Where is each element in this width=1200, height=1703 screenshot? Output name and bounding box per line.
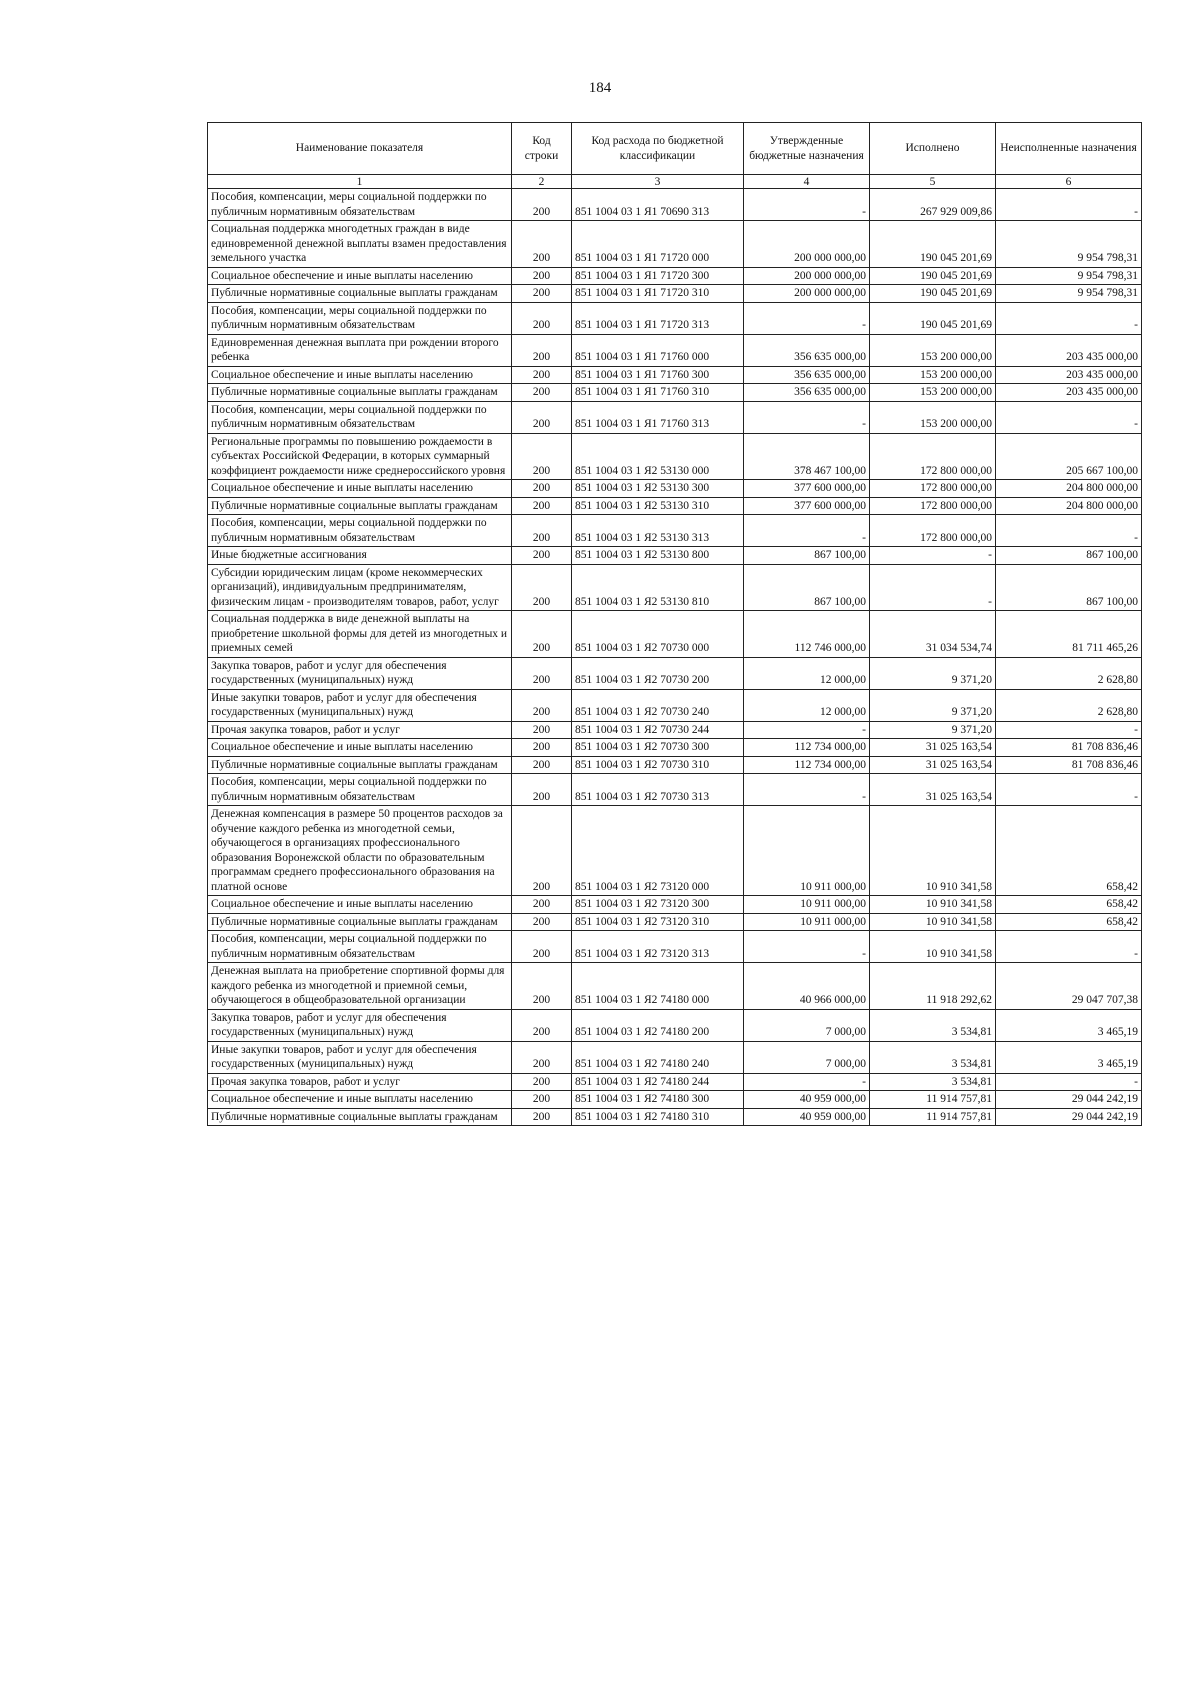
table-row — [208, 721, 1142, 739]
row-name: Закупка товаров, работ и услуг для обеспечения государственных (муниципальных) нужд — [208, 1009, 512, 1041]
header-name: Наименование показателя — [208, 123, 512, 175]
row-name: Денежная выплата на приобретение спортивной формы для каждого ребенка из многодетной и приемной семьи, обучающегося в общеобразовательной организации — [208, 963, 512, 1010]
approved-amount: 356 635 000,00 — [744, 334, 870, 366]
unexecuted-amount: 658,42 — [996, 913, 1142, 931]
executed-amount: 267 929 009,86 — [870, 189, 996, 221]
budget-code: 851 1004 03 1 Я1 71720 300 — [572, 267, 744, 285]
budget-code: 851 1004 03 1 Я1 71760 310 — [572, 384, 744, 402]
unexecuted-amount: 81 708 836,46 — [996, 756, 1142, 774]
row-code: 200 — [512, 1073, 572, 1091]
row-name: Социальное обеспечение и иные выплаты населению — [208, 366, 512, 384]
row-code: 200 — [512, 896, 572, 914]
approved-amount: 7 000,00 — [744, 1009, 870, 1041]
header-row — [208, 123, 1142, 175]
approved-amount: 40 959 000,00 — [744, 1108, 870, 1126]
executed-amount: 10 910 341,58 — [870, 806, 996, 896]
column-number: 2 — [512, 175, 572, 189]
approved-amount: 200 000 000,00 — [744, 267, 870, 285]
unexecuted-amount: 81 711 465,26 — [996, 611, 1142, 658]
executed-amount: - — [870, 564, 996, 611]
executed-amount: 172 800 000,00 — [870, 515, 996, 547]
row-code: 200 — [512, 689, 572, 721]
row-code: 200 — [512, 564, 572, 611]
unexecuted-amount: 203 435 000,00 — [996, 334, 1142, 366]
table-row — [208, 774, 1142, 806]
budget-code: 851 1004 03 1 Я2 74180 310 — [572, 1108, 744, 1126]
unexecuted-amount: 81 708 836,46 — [996, 739, 1142, 757]
unexecuted-amount: - — [996, 189, 1142, 221]
approved-amount: 112 734 000,00 — [744, 739, 870, 757]
column-number: 5 — [870, 175, 996, 189]
table-row — [208, 267, 1142, 285]
budget-code: 851 1004 03 1 Я2 73120 000 — [572, 806, 744, 896]
table-row — [208, 564, 1142, 611]
executed-amount: 172 800 000,00 — [870, 480, 996, 498]
row-code: 200 — [512, 189, 572, 221]
row-code: 200 — [512, 1009, 572, 1041]
approved-amount: - — [744, 721, 870, 739]
table-row — [208, 384, 1142, 402]
approved-amount: - — [744, 774, 870, 806]
unexecuted-amount: 203 435 000,00 — [996, 366, 1142, 384]
table-row — [208, 739, 1142, 757]
column-number-row — [208, 175, 1142, 189]
row-code: 200 — [512, 267, 572, 285]
table-row — [208, 689, 1142, 721]
approved-amount: 377 600 000,00 — [744, 497, 870, 515]
row-name: Социальная поддержка многодетных граждан в виде единовременной денежной выплаты взамен предоставления земельного участка — [208, 221, 512, 268]
row-name: Социальное обеспечение и иные выплаты населению — [208, 267, 512, 285]
unexecuted-amount: - — [996, 931, 1142, 963]
row-name: Публичные нормативные социальные выплаты гражданам — [208, 1108, 512, 1126]
header-approved: Утвержденные бюджетные назначения — [744, 123, 870, 175]
approved-amount: 377 600 000,00 — [744, 480, 870, 498]
unexecuted-amount: 2 628,80 — [996, 689, 1142, 721]
table-row — [208, 433, 1142, 480]
row-name: Пособия, компенсации, меры социальной поддержки по публичным нормативным обязательствам — [208, 774, 512, 806]
unexecuted-amount: 3 465,19 — [996, 1041, 1142, 1073]
table-row — [208, 480, 1142, 498]
budget-code: 851 1004 03 1 Я2 53130 810 — [572, 564, 744, 611]
unexecuted-amount: 658,42 — [996, 806, 1142, 896]
budget-code: 851 1004 03 1 Я2 70730 200 — [572, 657, 744, 689]
budget-code: 851 1004 03 1 Я2 70730 310 — [572, 756, 744, 774]
budget-code: 851 1004 03 1 Я1 71760 000 — [572, 334, 744, 366]
executed-amount: 190 045 201,69 — [870, 285, 996, 303]
unexecuted-amount: - — [996, 774, 1142, 806]
row-code: 200 — [512, 1091, 572, 1109]
budget-code: 851 1004 03 1 Я2 53130 800 — [572, 547, 744, 565]
table-row — [208, 401, 1142, 433]
row-name: Иные закупки товаров, работ и услуг для обеспечения государственных (муниципальных) нужд — [208, 1041, 512, 1073]
approved-amount: 867 100,00 — [744, 547, 870, 565]
budget-code: 851 1004 03 1 Я2 53130 310 — [572, 497, 744, 515]
unexecuted-amount: 205 667 100,00 — [996, 433, 1142, 480]
budget-code: 851 1004 03 1 Я2 53130 300 — [572, 480, 744, 498]
unexecuted-amount: - — [996, 401, 1142, 433]
executed-amount: 9 371,20 — [870, 657, 996, 689]
table-row — [208, 1041, 1142, 1073]
approved-amount: - — [744, 515, 870, 547]
unexecuted-amount: 9 954 798,31 — [996, 221, 1142, 268]
unexecuted-amount: 204 800 000,00 — [996, 480, 1142, 498]
executed-amount: 11 914 757,81 — [870, 1091, 996, 1109]
budget-code: 851 1004 03 1 Я2 70730 244 — [572, 721, 744, 739]
table-row — [208, 285, 1142, 303]
row-code: 200 — [512, 774, 572, 806]
row-name: Пособия, компенсации, меры социальной поддержки по публичным нормативным обязательствам — [208, 401, 512, 433]
approved-amount: 200 000 000,00 — [744, 285, 870, 303]
approved-amount: 356 635 000,00 — [744, 366, 870, 384]
row-name: Прочая закупка товаров, работ и услуг — [208, 721, 512, 739]
row-name: Региональные программы по повышению рождаемости в субъектах Российской Федерации, в которых суммарный коэффициент рождаемости ниже среднероссийского уровня — [208, 433, 512, 480]
table-row — [208, 334, 1142, 366]
unexecuted-amount: 29 044 242,19 — [996, 1108, 1142, 1126]
table-row — [208, 302, 1142, 334]
table-row — [208, 1108, 1142, 1126]
budget-code: 851 1004 03 1 Я2 74180 000 — [572, 963, 744, 1010]
budget-code: 851 1004 03 1 Я2 70730 300 — [572, 739, 744, 757]
budget-code: 851 1004 03 1 Я2 74180 300 — [572, 1091, 744, 1109]
budget-code: 851 1004 03 1 Я2 73120 300 — [572, 896, 744, 914]
row-code: 200 — [512, 913, 572, 931]
row-code: 200 — [512, 657, 572, 689]
row-code: 200 — [512, 334, 572, 366]
row-name: Публичные нормативные социальные выплаты гражданам — [208, 756, 512, 774]
executed-amount: 10 910 341,58 — [870, 913, 996, 931]
row-name: Социальное обеспечение и иные выплаты населению — [208, 896, 512, 914]
approved-amount: 112 746 000,00 — [744, 611, 870, 658]
row-name: Прочая закупка товаров, работ и услуг — [208, 1073, 512, 1091]
executed-amount: 153 200 000,00 — [870, 366, 996, 384]
row-code: 200 — [512, 221, 572, 268]
row-name: Публичные нормативные социальные выплаты гражданам — [208, 497, 512, 515]
executed-amount: 153 200 000,00 — [870, 384, 996, 402]
table-row — [208, 221, 1142, 268]
table-row — [208, 931, 1142, 963]
table-row — [208, 497, 1142, 515]
row-name: Социальное обеспечение и иные выплаты населению — [208, 1091, 512, 1109]
row-code: 200 — [512, 515, 572, 547]
budget-code: 851 1004 03 1 Я2 70730 313 — [572, 774, 744, 806]
budget-code: 851 1004 03 1 Я2 73120 313 — [572, 931, 744, 963]
executed-amount: 190 045 201,69 — [870, 267, 996, 285]
header-row-code: Код строки — [512, 123, 572, 175]
budget-code: 851 1004 03 1 Я1 70690 313 — [572, 189, 744, 221]
page-number: 184 — [588, 80, 612, 96]
budget-code: 851 1004 03 1 Я2 53130 313 — [572, 515, 744, 547]
executed-amount: 3 534,81 — [870, 1009, 996, 1041]
row-code: 200 — [512, 480, 572, 498]
header-unexecuted: Неисполненные назначения — [996, 123, 1142, 175]
unexecuted-amount: 203 435 000,00 — [996, 384, 1142, 402]
executed-amount: - — [870, 547, 996, 565]
row-code: 200 — [512, 756, 572, 774]
approved-amount: 200 000 000,00 — [744, 221, 870, 268]
row-code: 200 — [512, 497, 572, 515]
row-code: 200 — [512, 963, 572, 1010]
table-row — [208, 611, 1142, 658]
executed-amount: 10 910 341,58 — [870, 931, 996, 963]
unexecuted-amount: - — [996, 515, 1142, 547]
row-name: Денежная компенсация в размере 50 процентов расходов за обучение каждого ребенка из многодетной семьи, обучающегося в организациях профессионального образования Воронежской области по образовательным программам среднего профессионального образования на платной основе — [208, 806, 512, 896]
row-code: 200 — [512, 1108, 572, 1126]
budget-code: 851 1004 03 1 Я1 71720 000 — [572, 221, 744, 268]
row-name: Публичные нормативные социальные выплаты гражданам — [208, 913, 512, 931]
row-code: 200 — [512, 931, 572, 963]
executed-amount: 172 800 000,00 — [870, 433, 996, 480]
row-code: 200 — [512, 285, 572, 303]
budget-code: 851 1004 03 1 Я2 70730 000 — [572, 611, 744, 658]
unexecuted-amount: 867 100,00 — [996, 547, 1142, 565]
budget-code: 851 1004 03 1 Я2 53130 000 — [572, 433, 744, 480]
executed-amount: 31 034 534,74 — [870, 611, 996, 658]
approved-amount: - — [744, 1073, 870, 1091]
row-name: Субсидии юридическим лицам (кроме некоммерческих организаций), индивидуальным предпринимателям, физическим лицам - производителям товаров, работ, услуг — [208, 564, 512, 611]
row-code: 200 — [512, 611, 572, 658]
unexecuted-amount: - — [996, 302, 1142, 334]
row-code: 200 — [512, 366, 572, 384]
row-name: Пособия, компенсации, меры социальной поддержки по публичным нормативным обязательствам — [208, 302, 512, 334]
row-name: Иные закупки товаров, работ и услуг для обеспечения государственных (муниципальных) нужд — [208, 689, 512, 721]
row-name: Социальное обеспечение и иные выплаты населению — [208, 739, 512, 757]
unexecuted-amount: 2 628,80 — [996, 657, 1142, 689]
budget-code: 851 1004 03 1 Я1 71760 313 — [572, 401, 744, 433]
unexecuted-amount: - — [996, 721, 1142, 739]
row-name: Пособия, компенсации, меры социальной поддержки по публичным нормативным обязательствам — [208, 931, 512, 963]
table-row — [208, 515, 1142, 547]
table-row — [208, 366, 1142, 384]
unexecuted-amount: 9 954 798,31 — [996, 285, 1142, 303]
budget-code: 851 1004 03 1 Я1 71720 313 — [572, 302, 744, 334]
approved-amount: 378 467 100,00 — [744, 433, 870, 480]
table-row — [208, 913, 1142, 931]
executed-amount: 31 025 163,54 — [870, 756, 996, 774]
budget-code: 851 1004 03 1 Я1 71720 310 — [572, 285, 744, 303]
table-row — [208, 1091, 1142, 1109]
row-name: Иные бюджетные ассигнования — [208, 547, 512, 565]
executed-amount: 31 025 163,54 — [870, 774, 996, 806]
executed-amount: 190 045 201,69 — [870, 221, 996, 268]
executed-amount: 172 800 000,00 — [870, 497, 996, 515]
executed-amount: 3 534,81 — [870, 1041, 996, 1073]
approved-amount: - — [744, 189, 870, 221]
executed-amount: 9 371,20 — [870, 721, 996, 739]
approved-amount: - — [744, 302, 870, 334]
budget-execution-table — [207, 122, 1142, 1126]
approved-amount: 10 911 000,00 — [744, 806, 870, 896]
unexecuted-amount: 867 100,00 — [996, 564, 1142, 611]
unexecuted-amount: 658,42 — [996, 896, 1142, 914]
executed-amount: 190 045 201,69 — [870, 302, 996, 334]
approved-amount: 356 635 000,00 — [744, 384, 870, 402]
budget-code: 851 1004 03 1 Я2 70730 240 — [572, 689, 744, 721]
executed-amount: 10 910 341,58 — [870, 896, 996, 914]
approved-amount: 40 959 000,00 — [744, 1091, 870, 1109]
row-code: 200 — [512, 302, 572, 334]
budget-code: 851 1004 03 1 Я2 74180 244 — [572, 1073, 744, 1091]
executed-amount: 11 918 292,62 — [870, 963, 996, 1010]
row-code: 200 — [512, 806, 572, 896]
table-row — [208, 806, 1142, 896]
table-row — [208, 189, 1142, 221]
row-code: 200 — [512, 547, 572, 565]
executed-amount: 153 200 000,00 — [870, 334, 996, 366]
row-name: Закупка товаров, работ и услуг для обеспечения государственных (муниципальных) нужд — [208, 657, 512, 689]
unexecuted-amount: - — [996, 1073, 1142, 1091]
table-row — [208, 756, 1142, 774]
table-body — [208, 189, 1142, 1126]
approved-amount: - — [744, 931, 870, 963]
executed-amount: 11 914 757,81 — [870, 1108, 996, 1126]
unexecuted-amount: 29 044 242,19 — [996, 1091, 1142, 1109]
row-code: 200 — [512, 721, 572, 739]
row-name: Пособия, компенсации, меры социальной поддержки по публичным нормативным обязательствам — [208, 189, 512, 221]
unexecuted-amount: 29 047 707,38 — [996, 963, 1142, 1010]
approved-amount: 12 000,00 — [744, 689, 870, 721]
header-executed: Исполнено — [870, 123, 996, 175]
table-row — [208, 547, 1142, 565]
unexecuted-amount: 204 800 000,00 — [996, 497, 1142, 515]
budget-code: 851 1004 03 1 Я1 71760 300 — [572, 366, 744, 384]
unexecuted-amount: 9 954 798,31 — [996, 267, 1142, 285]
unexecuted-amount: 3 465,19 — [996, 1009, 1142, 1041]
executed-amount: 3 534,81 — [870, 1073, 996, 1091]
row-code: 200 — [512, 384, 572, 402]
approved-amount: 867 100,00 — [744, 564, 870, 611]
executed-amount: 31 025 163,54 — [870, 739, 996, 757]
table-row — [208, 1073, 1142, 1091]
row-name: Публичные нормативные социальные выплаты гражданам — [208, 384, 512, 402]
approved-amount: 7 000,00 — [744, 1041, 870, 1073]
table-row — [208, 1009, 1142, 1041]
table-row — [208, 963, 1142, 1010]
table-row — [208, 657, 1142, 689]
row-name: Пособия, компенсации, меры социальной поддержки по публичным нормативным обязательствам — [208, 515, 512, 547]
row-name: Социальная поддержка в виде денежной выплаты на приобретение школьной формы для детей из многодетных и приемных семей — [208, 611, 512, 658]
approved-amount: 12 000,00 — [744, 657, 870, 689]
approved-amount: - — [744, 401, 870, 433]
budget-code: 851 1004 03 1 Я2 73120 310 — [572, 913, 744, 931]
row-name: Единовременная денежная выплата при рождении второго ребенка — [208, 334, 512, 366]
table-row — [208, 896, 1142, 914]
approved-amount: 10 911 000,00 — [744, 913, 870, 931]
row-code: 200 — [512, 433, 572, 480]
row-code: 200 — [512, 739, 572, 757]
budget-code: 851 1004 03 1 Я2 74180 200 — [572, 1009, 744, 1041]
budget-code: 851 1004 03 1 Я2 74180 240 — [572, 1041, 744, 1073]
row-code: 200 — [512, 1041, 572, 1073]
column-number: 3 — [572, 175, 744, 189]
executed-amount: 9 371,20 — [870, 689, 996, 721]
approved-amount: 112 734 000,00 — [744, 756, 870, 774]
column-number: 4 — [744, 175, 870, 189]
executed-amount: 153 200 000,00 — [870, 401, 996, 433]
approved-amount: 10 911 000,00 — [744, 896, 870, 914]
row-name: Публичные нормативные социальные выплаты гражданам — [208, 285, 512, 303]
header-budget-code: Код расхода по бюджетной классификации — [572, 123, 744, 175]
approved-amount: 40 966 000,00 — [744, 963, 870, 1010]
row-code: 200 — [512, 401, 572, 433]
row-name: Социальное обеспечение и иные выплаты населению — [208, 480, 512, 498]
column-number: 6 — [996, 175, 1142, 189]
column-number: 1 — [208, 175, 512, 189]
